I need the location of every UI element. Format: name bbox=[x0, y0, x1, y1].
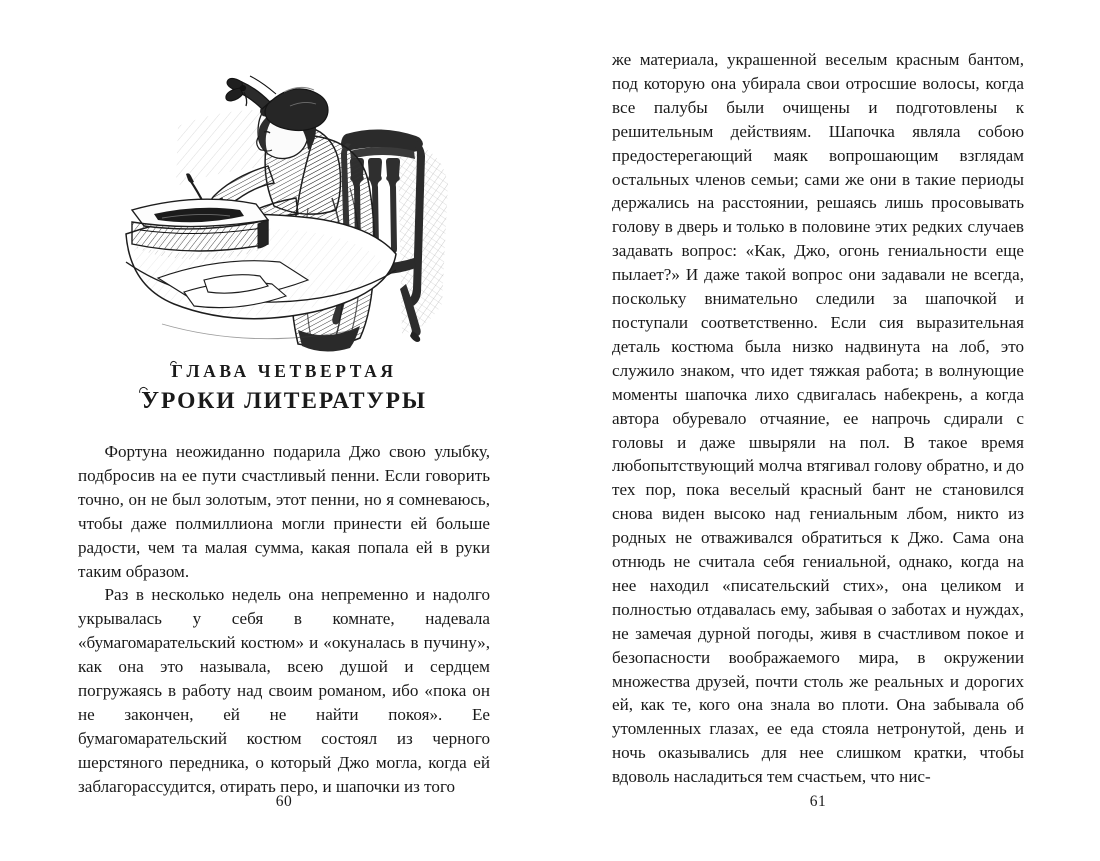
left-page bbox=[78, 0, 490, 861]
paragraph: же материала, украшенной веселым красным бантом, под которую она убирала свои отросшие волосы, когда все палубы были очищены и подготовлены к решительным действиям. Шапочка являла собою предостерегающий маяк вопрошающим взглядам остальных членов семьи; сами же они в такие периоды держались на расстоянии, решаясь лишь просовывать голову в дверь и только в половине этих редких случаев задавать вопрос: «Как, Джо, огонь гениальности еще пылает?» И даже такой вопрос они задавали не всегда, поскольку внимательно следили за шапочкой и поступали соответственно. Если сия выразительная деталь костюма была низко надвинута на лоб, это служило знаком, что идет тяжкая работа; в волнующие моменты шапочка лихо сдвигалась набекрень, а когда автора обуревало отчаяние, ее напрочь сдирали с головы и даже швыряли на пол. В такое время любопытствующий молча втягивал голову обратно, и до тех пор, пока веселый красный бант не становился снова виден высоко над гениальным лбом, никто из родных не отваживался обратиться к Джо. Сама она отнюдь не считала себя гениальной, однако, когда на нее находил «писательский стих», она целиком и полностью отдавалась ему, забывая о заботах и нуждах, не замечая дурной погоды, живя в счастливом покое и безопасности воображаемого мира, в окружении множества друзей, почти столь же реальных и дорогих ей, как те, кого она знала во плоти. Она забывала об утомленных глазах, ее еда стояла нетронутой, день и ночь оказывались для нее слишком кратки, чтобы вдоволь насладиться тем счастьем, что нис- bbox=[612, 50, 1024, 787]
chapter-label bbox=[78, 360, 490, 383]
jo-writing-at-desk-engraving bbox=[118, 48, 508, 353]
writing-desk-box bbox=[132, 199, 268, 259]
paragraph: Раз в несколько недель она непременно и надолго укрывалась у себя в комнате, надевала «бумагомарательский костюм» и «окуналась в пучину», как она это называла, всею душой и сердцем погружаясь в работу над своим романом, ибо «пока он не закончен, ей не найти покоя». Ее бумагомарательский костюм состоял из черного шерстяного передника, о который Джо могла, когда ей заблагорассудится, отирать перо, и шапочки из того bbox=[78, 585, 490, 796]
paragraph: Фортуна неожиданно подарила Джо свою улыбку, подбросив на ее пути счастливый пенни. Если говорить точно, он не был золотым, этот пенни, но я сомневаюсь, чтобы даже полмиллиона могли принести ей больше радости, чем та малая сумма, какая попала ей в руки таким образом. bbox=[78, 442, 490, 581]
chapter-label-initial: Г bbox=[171, 361, 187, 381]
chapter-title-initial: У bbox=[141, 386, 161, 417]
chapter-title bbox=[78, 386, 490, 417]
chapter-heading bbox=[78, 360, 490, 416]
left-page-body bbox=[78, 440, 490, 799]
right-page bbox=[612, 0, 1024, 861]
right-page-body bbox=[612, 48, 1024, 789]
page-number-right: 61 bbox=[809, 793, 827, 810]
page-number-left: 60 bbox=[275, 793, 293, 810]
chapter-label-rest: ЛАВА ЧЕТВЕРТАЯ bbox=[186, 361, 397, 381]
chapter-title-rest: РОКИ ЛИТЕРАТУРЫ bbox=[160, 387, 427, 414]
